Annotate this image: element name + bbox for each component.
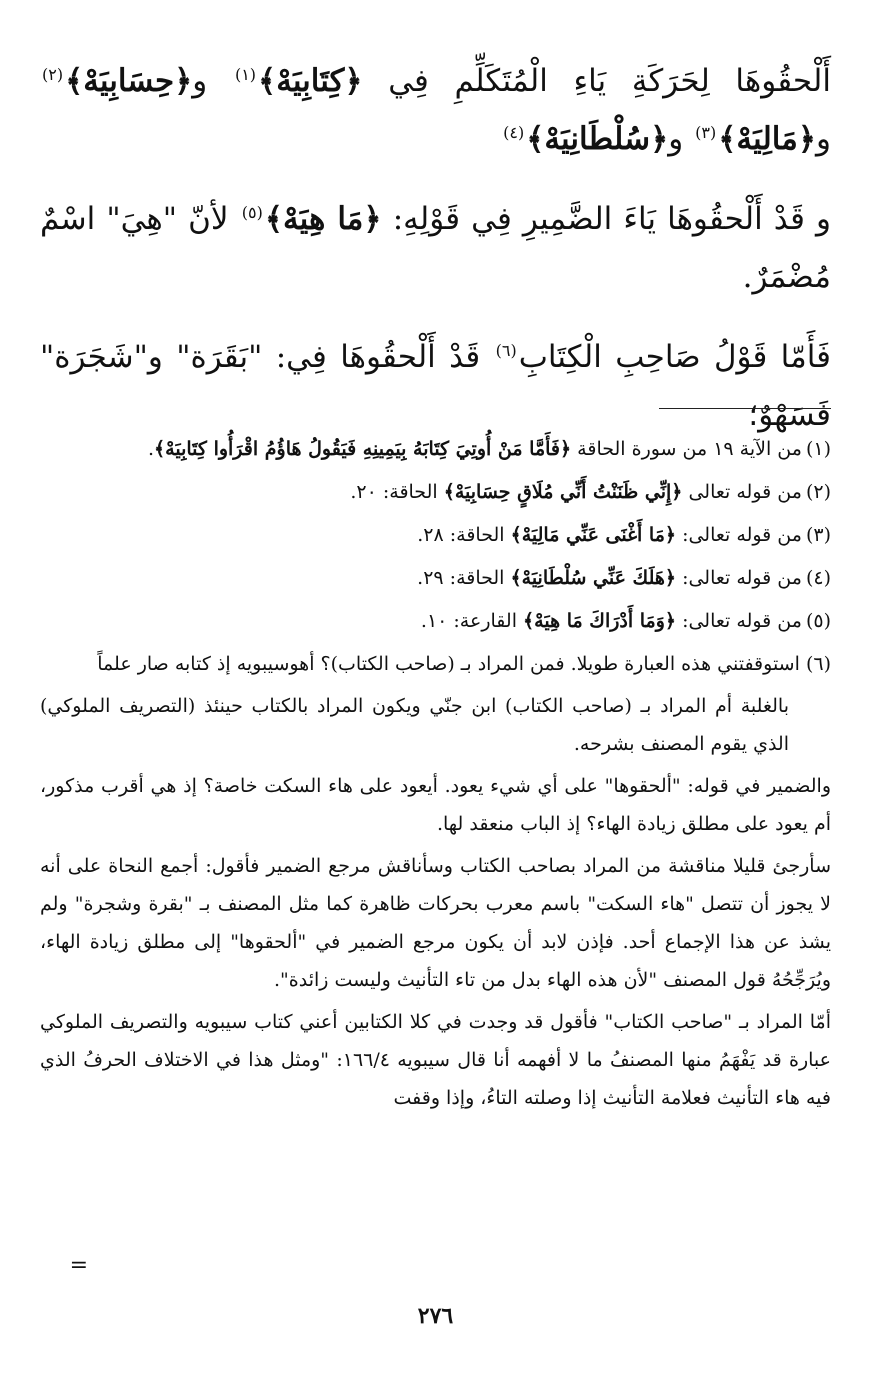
footnote-number: (١) (805, 438, 831, 460)
conjunction: و (816, 121, 831, 157)
para3-tail: قَدْ أَلْحقُوهَا فِي: "بَقَرَة" و"شَجَرَة" فَسَهْوٌ؛ (40, 339, 831, 433)
footnote-ref-5: (٥) (241, 202, 263, 222)
footnote-1 (40, 430, 831, 468)
footnote-6-opening: استوقفتني هذه العبارة طويلا. فمن المراد بـ (صاحب الكتاب)؟ أهوسيبويه إذ كتابه صار علماً (97, 653, 800, 675)
footnote-text: من قوله تعالى: (676, 567, 802, 589)
footnote-source: الحاقة: ٢٩. (417, 567, 511, 589)
quran-word-hisabiyah: ﴿حِسَابِيَهْ﴾ (65, 63, 193, 99)
para1-lead: أَلْحقُوهَا لِحَرَكَةِ يَاءِ الْمُتَكَلِّمِ فِي (362, 63, 831, 99)
footnote-6-paragraph-3: سأرجئ قليلا مناقشة من المراد بصاحب الكتاب وسأناقش مرجع الضمير فأقول: أجمع النحاة على أنه لا يجوز أن تتصل "هاء السكت" باسم معرب بحركات ظاهرة كما مثل المصنف بـ "بقرة وشجرة" ولم يشذ عن هذا الإجماع أحد. فإذن لابد أن يكون مرجع الضمير في "ألحقوها" إلى مطلق زيادة الهاء، ويُرَجِّحُهُ قول المصنف "لأن هذه الهاء بدل من تاء التأنيث وليست زائدة". (40, 855, 831, 991)
footnote-3 (40, 516, 831, 554)
footnote-quran-quote: ﴿فَأَمَّا مَنْ أُوتِيَ كِتَابَهُ بِيَمِينِهِ فَيَقُولُ هَاؤُمُ اقْرَأُوا كِتَابِيَهْ﴾ (154, 438, 572, 460)
conjunction: و (192, 63, 233, 99)
footnote-4 (40, 559, 831, 597)
footnote-number: (٢) (805, 481, 831, 503)
page-number: ٢٧٦ (417, 1303, 454, 1329)
quran-word-sultaniyah: ﴿سُلْطَانِيَهْ﴾ (526, 121, 669, 157)
footnote-number: (٤) (805, 567, 831, 589)
footnote-6-paragraph-2: والضمير في قوله: "ألحقوها" على أي شيء يعود. أيعود على هاء السكت خاصة؟ إذ هي أقرب مذكور، أم يعود على مطلق زيادة الهاء؟ إذ الباب منعقد لها. (40, 775, 831, 835)
footnote-6-paragraph-4: أمّا المراد بـ "صاحب الكتاب" فأقول قد وجدت في كلا الكتابين أعني كتاب سيبويه والتصريف الملوكي عبارة قد يَفْهَمُ منها المصنفُ ما لا أفهمه أنا قال سيبويه ١٦٦/٤: "ومثل هذا في الاختلاف الحرفُ الذي فيه هاء التأنيث فعلامة التأنيث إذا وصلته التاءُ، وإذا وقفت (40, 1011, 831, 1109)
footnote-6-paragraph-1: بالغلبة أم المراد بـ (صاحب الكتاب) ابن جنّي ويكون المراد بالكتاب حينئذ (التصريف الملوكي) الذي يقوم المصنف بشرحه. (40, 695, 789, 755)
conjunction: و (668, 121, 694, 157)
footnote-text: من قوله تعالى: (676, 524, 802, 546)
footnote-source: الحاقة: ٢٨. (417, 524, 511, 546)
footnote-number: (٥) (805, 610, 831, 632)
footnote-6-first-line (40, 645, 831, 683)
footnote-text: من قوله تعالى: (676, 610, 802, 632)
book-page (40, 0, 831, 1374)
para3-lead: فَأَمّا قَوْلُ صَاحِبِ الْكِتَابِ (518, 339, 831, 375)
footnote-text: من الآية ١٩ من سورة الحاقة (571, 438, 802, 460)
footnote-5 (40, 602, 831, 640)
continuation-mark: = (69, 1253, 88, 1278)
footnote-source: . (148, 438, 155, 460)
quran-word-ma-hiyah: ﴿مَا هِيَهْ﴾ (264, 201, 382, 237)
footnote-quran-quote: ﴿وَمَا أَدْرَاكَ مَا هِيَهْ﴾ (523, 610, 677, 632)
footnote-quran-quote: ﴿مَا أَغْنَى عَنِّي مَالِيَهْ﴾ (510, 524, 677, 546)
footnote-ref-4: (٤) (503, 122, 525, 142)
para2-tail: لأنّ "هِيَ" اسْمٌ مُضْمَرٌ. (40, 201, 831, 295)
footnote-source: القارعة: ١٠. (420, 610, 524, 632)
quran-word-kitabiyah: ﴿كِتَابِيَهْ﴾ (258, 63, 363, 99)
footnotes (40, 430, 831, 1121)
footnote-text: من قوله تعالى (682, 481, 802, 503)
footnote-2 (40, 473, 831, 511)
footnote-ref-1: (١) (234, 64, 257, 84)
main-paragraph-2 (40, 190, 831, 306)
footnote-source: الحاقة: ٢٠. (350, 481, 444, 503)
footnote-quran-quote: ﴿إِنِّي ظَنَنْتُ أَنِّي مُلَاقٍ حِسَابِيَهْ﴾ (443, 481, 683, 503)
footnote-number: (٦) (805, 653, 831, 675)
main-paragraph-3 (40, 328, 831, 444)
footnote-number: (٣) (805, 524, 831, 546)
footnote-ref-6: (٦) (495, 340, 517, 360)
main-text (40, 52, 831, 444)
footnote-separator (659, 408, 831, 409)
para2-lead: و قَدْ أَلْحقُوهَا يَاءَ الضَّمِيرِ فِي قَوْلِهِ: (381, 201, 831, 237)
footnote-ref-2: (٢) (42, 64, 64, 84)
footnote-quran-quote: ﴿هَلَكَ عَنِّي سُلْطَانِيَهْ﴾ (510, 567, 677, 589)
footnote-ref-3: (٣) (695, 122, 717, 142)
main-paragraph-1 (40, 52, 831, 168)
quran-word-maliyah: ﴿مَالِيَهْ﴾ (718, 121, 817, 157)
